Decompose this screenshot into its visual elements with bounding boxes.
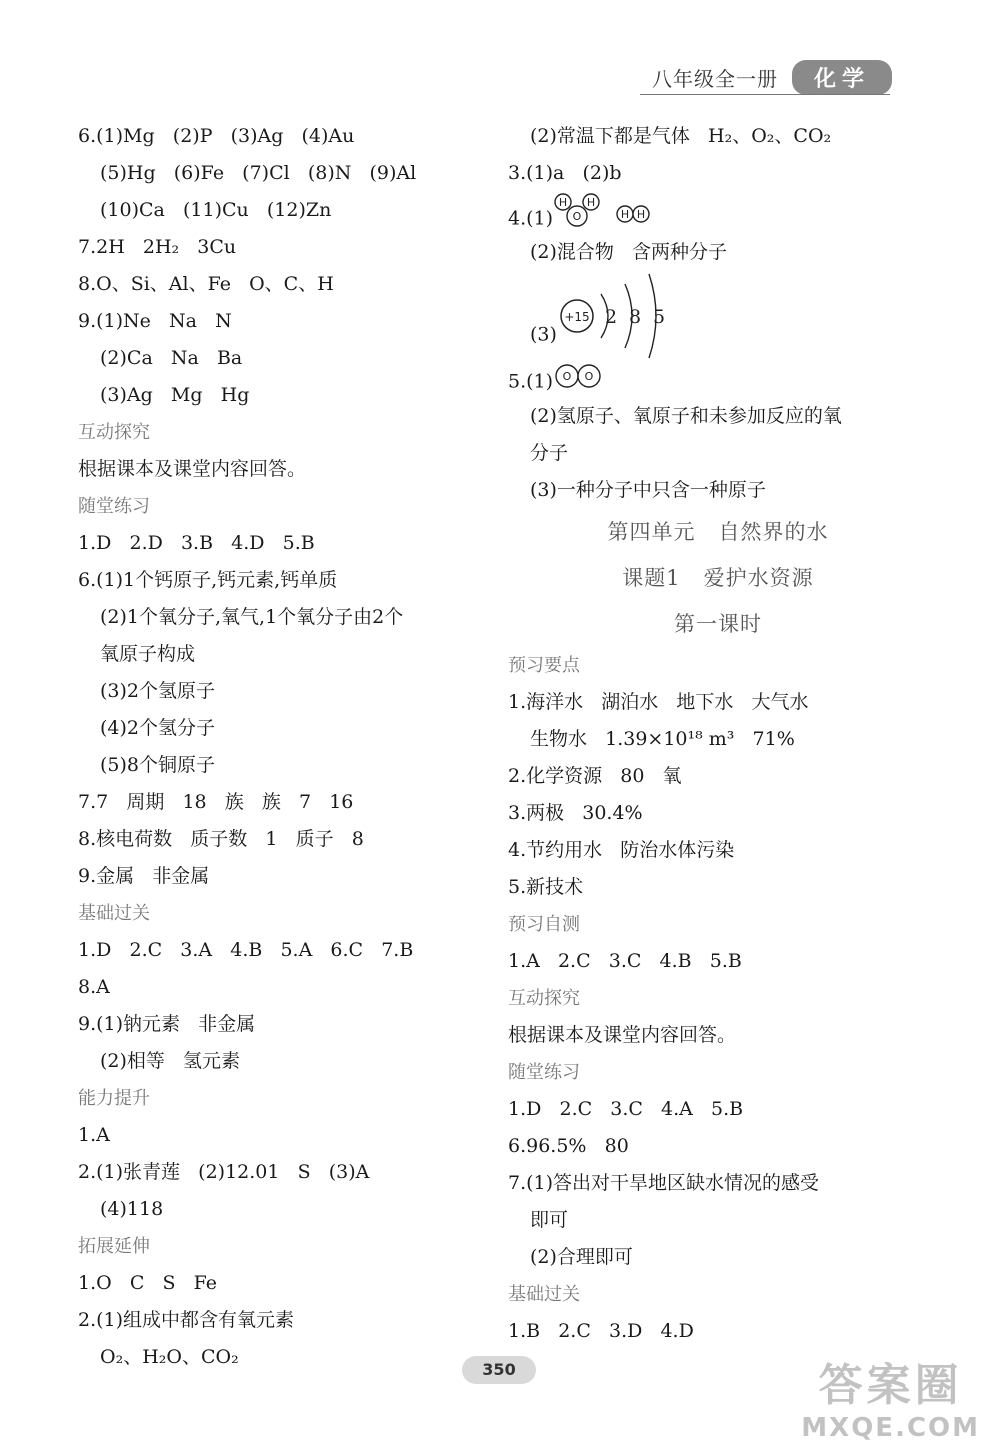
line-text: (4)2个氢分子 bbox=[100, 717, 216, 739]
answer-line bbox=[78, 1191, 478, 1228]
line-text: 1.O C S Fe bbox=[78, 1272, 218, 1294]
line-text: 根据课本及课堂内容回答。 bbox=[78, 458, 307, 480]
answer-line bbox=[78, 1302, 478, 1339]
hydrogen-atom-label: H bbox=[636, 208, 646, 221]
answer-line bbox=[78, 562, 478, 599]
answer-line bbox=[508, 435, 928, 472]
answer-line bbox=[508, 1091, 928, 1128]
line-text: 即可 bbox=[530, 1209, 569, 1231]
line-text: 6.(1)Mg (2)P (3)Ag (4)Au bbox=[78, 125, 355, 147]
section-heading bbox=[78, 1228, 478, 1265]
answer-line bbox=[78, 340, 478, 377]
answer-line bbox=[78, 192, 478, 229]
line-text: (3)Ag Mg Hg bbox=[100, 384, 250, 406]
answer-line bbox=[78, 1043, 478, 1080]
line-text: 1.海洋水 湖泊水 地下水 大气水 bbox=[508, 691, 809, 713]
header-rule bbox=[640, 94, 890, 95]
page-number: 350 bbox=[462, 1356, 536, 1384]
line-text: 氧原子构成 bbox=[100, 643, 196, 665]
line-text: 课题1 爱护水资源 bbox=[622, 566, 814, 590]
line-text: 预习要点 bbox=[508, 655, 580, 676]
answer-line bbox=[78, 599, 478, 636]
answer-line bbox=[508, 869, 928, 906]
oxygen-atom-label: O bbox=[562, 370, 572, 383]
electron-count: 5 bbox=[652, 306, 666, 328]
line-text: 7.2H 2H₂ 3Cu bbox=[78, 236, 237, 258]
oxygen-atom-label: O bbox=[572, 210, 582, 223]
line-text: 分子 bbox=[530, 442, 569, 464]
line-text: (5)Hg (6)Fe (7)Cl (8)N (9)Al bbox=[100, 162, 417, 184]
line-text: 1.D 2.D 3.B 4.D 5.B bbox=[78, 532, 315, 554]
answer-line bbox=[508, 1128, 928, 1165]
chapter-heading bbox=[508, 509, 928, 555]
oxygen-atom-label: O bbox=[584, 370, 594, 383]
line-text: 3.两极 30.4% bbox=[508, 802, 643, 824]
answer-line bbox=[78, 303, 478, 340]
line-text: 互动探究 bbox=[78, 422, 150, 443]
answer-line bbox=[508, 271, 928, 361]
answer-line bbox=[508, 758, 928, 795]
line-text: 9.金属 非金属 bbox=[78, 865, 210, 887]
answer-line bbox=[78, 1339, 478, 1376]
line-text: 拓展延伸 bbox=[78, 1236, 150, 1257]
line-text: 7.(1)答出对干旱地区缺水情况的感受 bbox=[508, 1172, 820, 1194]
section-heading bbox=[508, 906, 928, 943]
answer-line bbox=[508, 1202, 928, 1239]
answer-line bbox=[508, 155, 928, 192]
line-text: 2.化学资源 80 氧 bbox=[508, 765, 682, 787]
atomic-structure-diagram bbox=[557, 271, 687, 361]
answer-line bbox=[78, 821, 478, 858]
right-column bbox=[508, 118, 928, 1350]
answer-line bbox=[78, 636, 478, 673]
line-text: 随堂练习 bbox=[508, 1062, 580, 1083]
water-and-hydrogen-molecules-diagram bbox=[553, 192, 663, 232]
answer-line bbox=[508, 795, 928, 832]
line-text: 4.(1) bbox=[508, 207, 554, 230]
section-heading bbox=[78, 895, 478, 932]
line-text: (2)1个氧分子,氧气,1个氧分子由2个 bbox=[100, 606, 404, 628]
nucleus-charge: +15 bbox=[564, 310, 590, 324]
section-heading bbox=[78, 1080, 478, 1117]
hydrogen-atom-label: H bbox=[558, 196, 568, 209]
answer-line bbox=[508, 118, 928, 155]
line-text: 6.(1)1个钙原子,钙元素,钙单质 bbox=[78, 569, 338, 591]
line-text: 4.节约用水 防治水体污染 bbox=[508, 839, 735, 861]
line-text: (3)一种分子中只含一种原子 bbox=[530, 479, 766, 501]
line-text: (10)Ca (11)Cu (12)Zn bbox=[100, 199, 332, 221]
answer-line bbox=[78, 229, 478, 266]
chapter-heading bbox=[508, 555, 928, 601]
line-text: 基础过关 bbox=[508, 1284, 580, 1305]
answer-line bbox=[78, 747, 478, 784]
answer-line bbox=[78, 710, 478, 747]
section-heading bbox=[508, 1276, 928, 1313]
electron-count: 8 bbox=[628, 306, 642, 328]
watermark-url: MXQE.COM bbox=[801, 1413, 980, 1443]
line-text: 能力提升 bbox=[78, 1088, 150, 1109]
line-text: (5)8个铜原子 bbox=[100, 754, 216, 776]
subject-badge: 化学 bbox=[792, 60, 892, 95]
line-text: 第一课时 bbox=[674, 612, 762, 636]
answer-line bbox=[508, 1165, 928, 1202]
line-text: O₂、H₂O、CO₂ bbox=[100, 1346, 239, 1368]
answer-line bbox=[78, 1006, 478, 1043]
line-text: 3.(1)a (2)b bbox=[508, 162, 622, 184]
line-text: 8.核电荷数 质子数 1 质子 8 bbox=[78, 828, 364, 850]
line-text: 预习自测 bbox=[508, 914, 580, 935]
line-text: (3)2个氢原子 bbox=[100, 680, 216, 702]
line-text: 基础过关 bbox=[78, 903, 150, 924]
answer-line bbox=[78, 1265, 478, 1302]
answer-line bbox=[78, 673, 478, 710]
electron-count: 2 bbox=[604, 306, 618, 328]
answer-line bbox=[78, 1154, 478, 1191]
section-heading bbox=[78, 488, 478, 525]
line-text: 1.B 2.C 3.D 4.D bbox=[508, 1320, 694, 1342]
answer-line bbox=[508, 234, 928, 271]
line-text: 9.(1)钠元素 非金属 bbox=[78, 1013, 256, 1035]
line-text: (2)相等 氢元素 bbox=[100, 1050, 241, 1072]
chapter-heading bbox=[508, 601, 928, 647]
answer-line bbox=[78, 451, 478, 488]
line-text: (3) bbox=[530, 323, 557, 346]
line-text: 1.A bbox=[78, 1124, 110, 1146]
page-header bbox=[652, 60, 892, 94]
answer-line bbox=[78, 932, 478, 969]
section-heading bbox=[78, 414, 478, 451]
line-text: 2.(1)张青莲 (2)12.01 S (3)A bbox=[78, 1161, 370, 1183]
answer-line bbox=[508, 472, 928, 509]
line-text: 1.D 2.C 3.A 4.B 5.A 6.C 7.B bbox=[78, 939, 414, 961]
line-text: (2)合理即可 bbox=[530, 1246, 633, 1268]
answer-line bbox=[78, 525, 478, 562]
line-text: 5.(1) bbox=[508, 370, 554, 393]
line-text: 第四单元 自然界的水 bbox=[607, 520, 829, 544]
answer-line bbox=[508, 832, 928, 869]
answer-line bbox=[78, 377, 478, 414]
line-text: 6.96.5% 80 bbox=[508, 1135, 629, 1157]
line-text: 8.O、Si、Al、Fe O、C、H bbox=[78, 273, 334, 295]
line-text: 互动探究 bbox=[508, 988, 580, 1009]
answer-line bbox=[78, 969, 478, 1006]
section-heading bbox=[508, 1054, 928, 1091]
answer-line bbox=[508, 398, 928, 435]
answer-line bbox=[78, 784, 478, 821]
answer-line bbox=[508, 1017, 928, 1054]
watermark-text: 答案圈 bbox=[818, 1360, 963, 1411]
answer-line bbox=[508, 1239, 928, 1276]
line-text: 生物水 1.39×10¹⁸ m³ 71% bbox=[530, 728, 795, 750]
answer-line bbox=[78, 266, 478, 303]
section-heading bbox=[508, 980, 928, 1017]
answer-line bbox=[508, 1313, 928, 1350]
grade-label: 八年级全一册 bbox=[651, 66, 778, 91]
line-text: 2.(1)组成中都含有氧元素 bbox=[78, 1309, 295, 1331]
line-text: (2)氢原子、氧原子和未参加反应的氧 bbox=[530, 405, 842, 427]
line-text: 7.7 周期 18 族 族 7 16 bbox=[78, 791, 354, 813]
line-text: 8.A bbox=[78, 976, 110, 998]
hydrogen-atom-label: H bbox=[620, 208, 630, 221]
line-text: 5.新技术 bbox=[508, 876, 584, 898]
answer-line bbox=[508, 684, 928, 721]
section-heading bbox=[508, 647, 928, 684]
answer-line bbox=[508, 943, 928, 980]
answer-line bbox=[508, 361, 928, 398]
hydrogen-atom-label: H bbox=[586, 196, 596, 209]
watermark bbox=[801, 1349, 980, 1443]
answer-line bbox=[78, 858, 478, 895]
line-text: 1.A 2.C 3.C 4.B 5.B bbox=[508, 950, 742, 972]
line-text: 随堂练习 bbox=[78, 496, 150, 517]
answer-line bbox=[508, 721, 928, 758]
oxygen-molecule-diagram bbox=[553, 361, 613, 391]
left-column bbox=[78, 118, 478, 1376]
answer-line bbox=[78, 1117, 478, 1154]
line-text: (2)常温下都是气体 H₂、O₂、CO₂ bbox=[530, 125, 832, 147]
line-text: (2)Ca Na Ba bbox=[100, 347, 243, 369]
line-text: (4)118 bbox=[100, 1198, 164, 1220]
line-text: (2)混合物 含两种分子 bbox=[530, 241, 728, 263]
answer-line bbox=[508, 192, 928, 234]
line-text: 9.(1)Ne Na N bbox=[78, 310, 232, 332]
answer-line bbox=[78, 118, 478, 155]
line-text: 根据课本及课堂内容回答。 bbox=[508, 1024, 737, 1046]
answer-line bbox=[78, 155, 478, 192]
line-text: 1.D 2.C 3.C 4.A 5.B bbox=[508, 1098, 744, 1120]
